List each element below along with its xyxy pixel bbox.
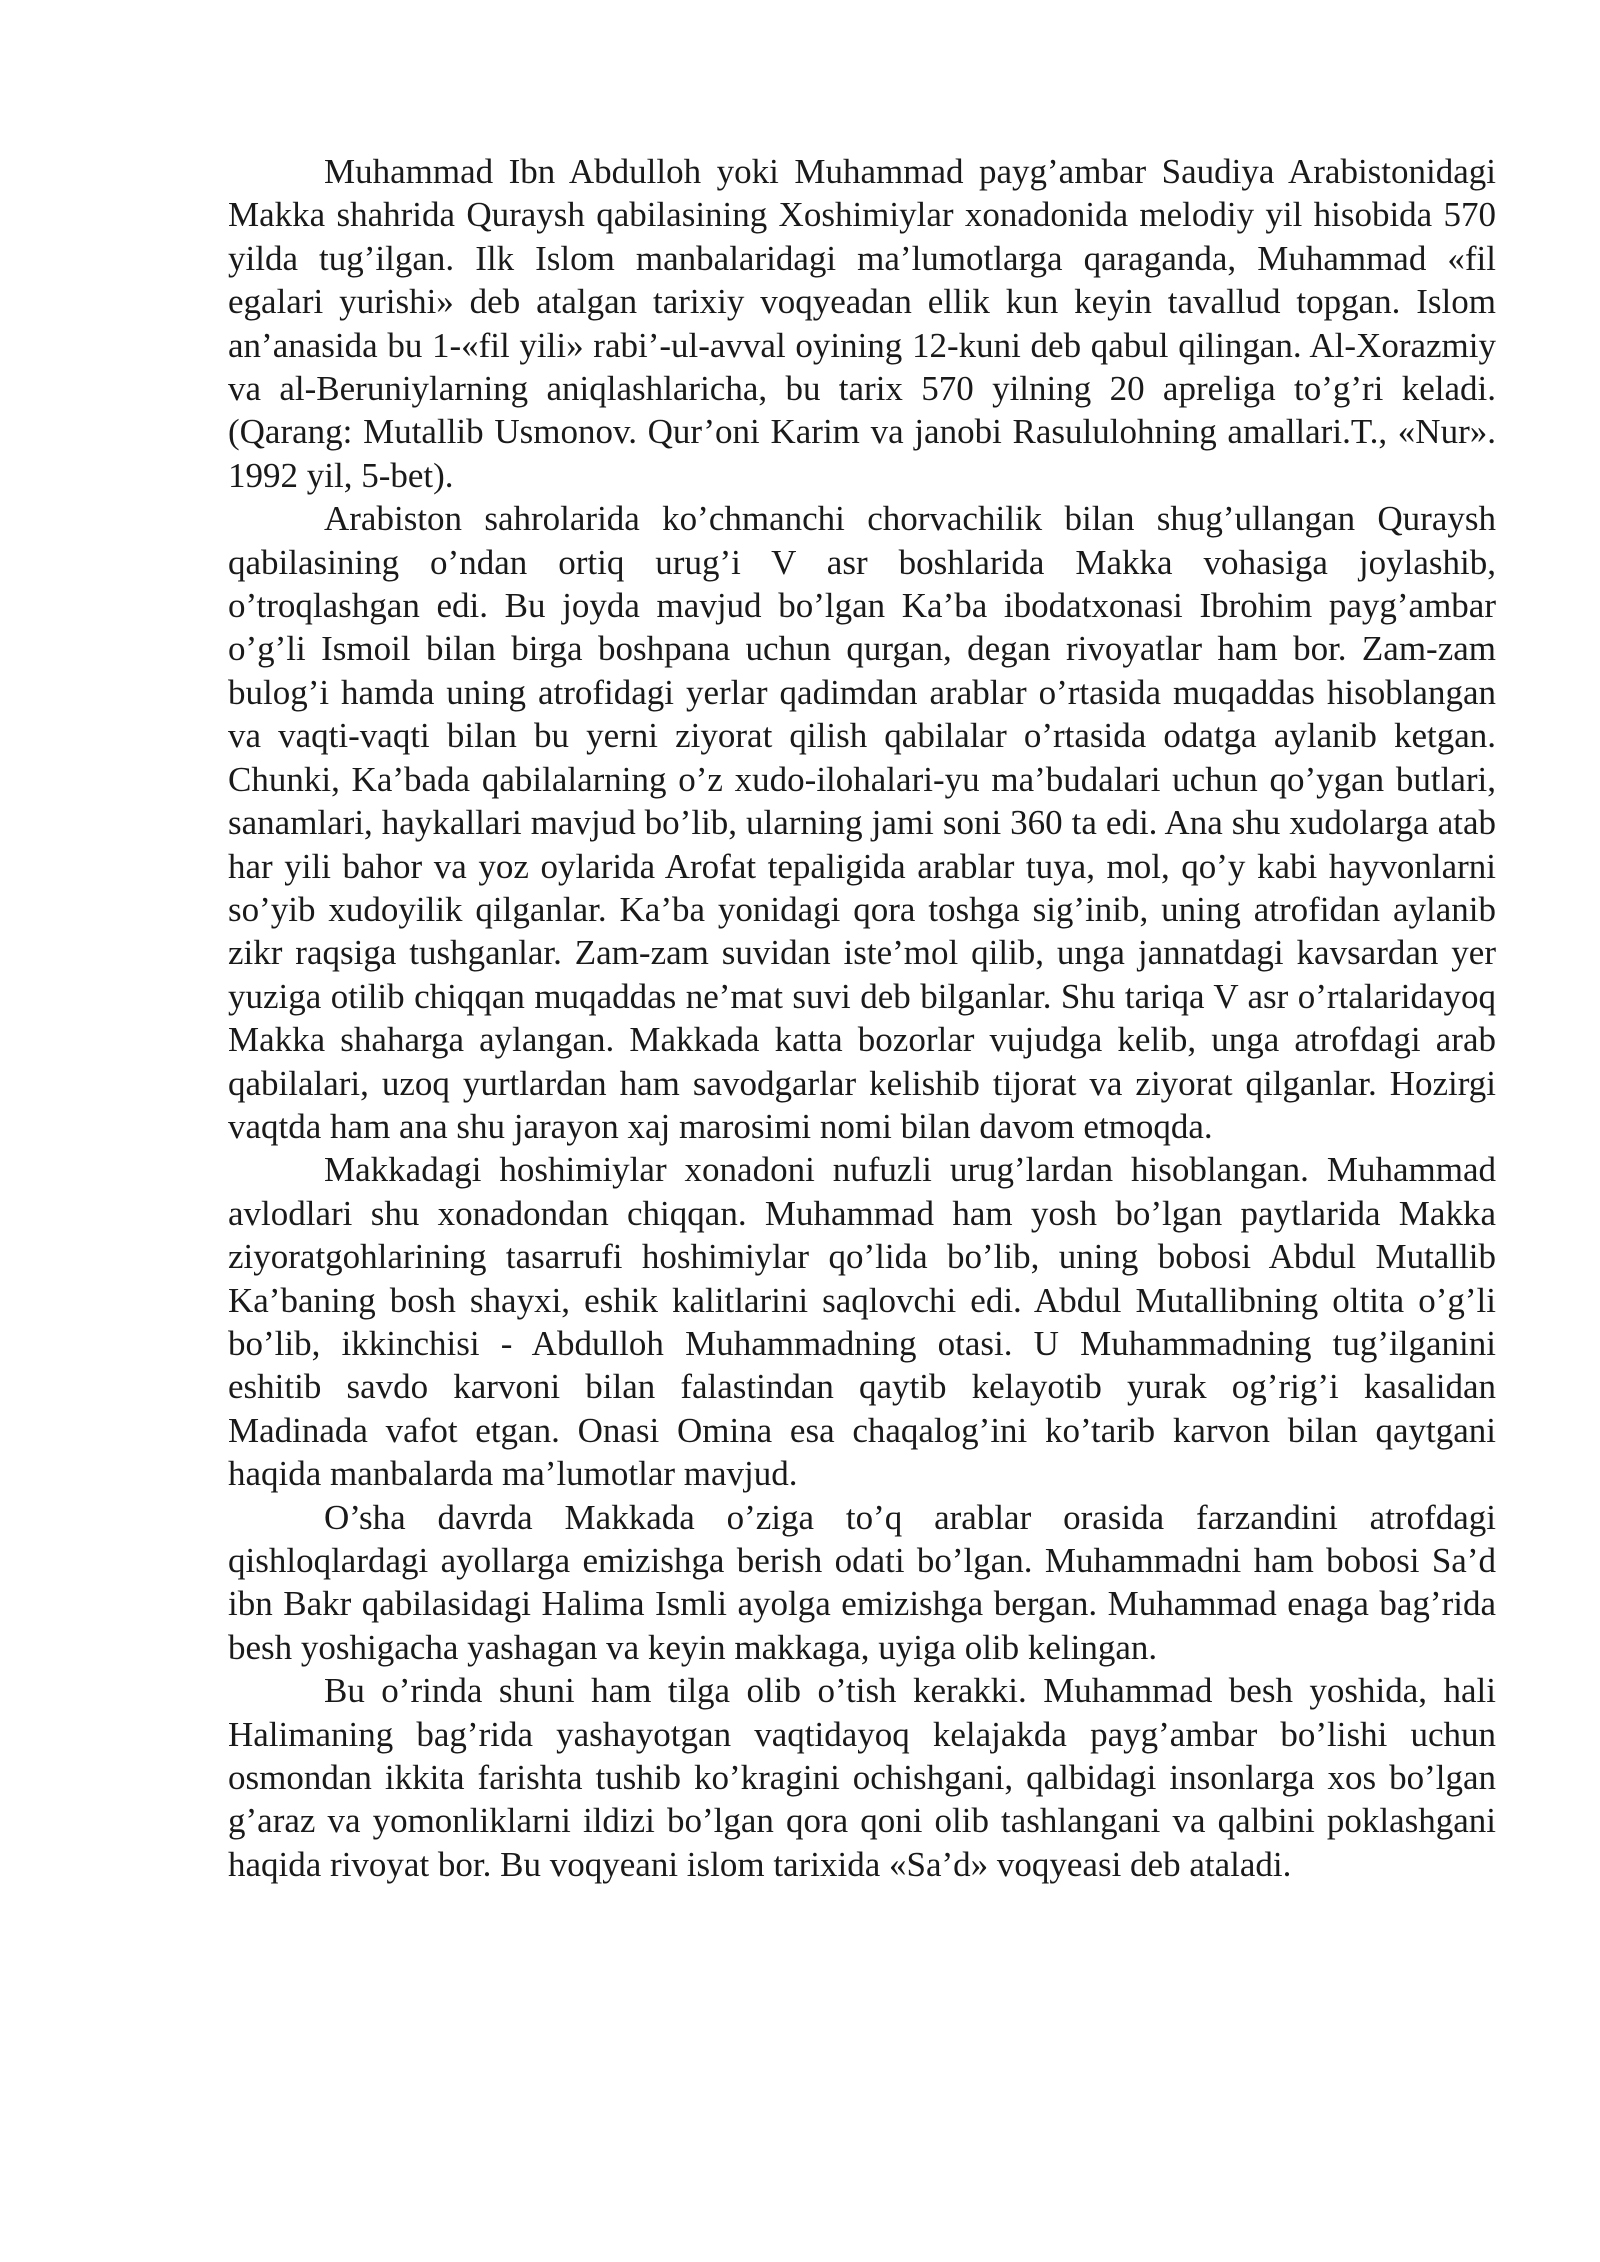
paragraph-sad-event: Bu o’rinda shuni ham tilga olib o’tish kerakki. Muhammad besh yoshida, hali Halimaning bag’rida yashayotgan vaqtidayoq kelajakda payg’ambar bo’lishi uchun osmondan ikkita farishta tushib ko’kragini ochishgani, qalbidagi insonlarga xos bo’lgan g’araz va yomonliklarni ildizi bo’lgan qora qoni olib tashlangani va qalbini poklashgani haqida rivoyat bor. Bu voqyeani islom tarixida «Sa’d» voqyeasi deb ataladi. <box>228 1671 1496 1884</box>
paragraph-birth: Muhammad Ibn Abdulloh yoki Muhammad payg’ambar Saudiya Arabistonidagi Makka shahrida Quraysh qabilasining Xoshimiylar xonadonida melodiy yil hisobida 570 yilda tug’ilgan. Ilk Islom manbalaridagi ma’lumotlarga qaraganda, Muhammad «fil egalari yurishi» deb atalgan tarixiy voqyeadan ellik kun keyin tavallud topgan. Islom an’anasida bu 1-«fil yili» rabi’-ul-avval oyining 12-kuni deb qabul qilingan. Al-Xorazmiy va al-Beruniylarning aniqlashlaricha, bu tarix 570 yilning 20 apreliga to’g’ri keladi.(Qarang: Mutallib Usmonov. Qur’oni Karim va janobi Rasululohning amallari.T., «Nur». 1992 yil, 5-bet). <box>228 152 1496 495</box>
document-page <box>228 150 1496 1886</box>
paragraph-makka-history: Arabiston sahrolarida ko’chmanchi chorvachilik bilan shug’ullangan Quraysh qabilasining o’ndan ortiq urug’i V asr boshlarida Makka vohasiga joylashib, o’troqlashgan edi. Bu joyda mavjud bo’lgan Ka’ba ibodatxonasi Ibrohim payg’ambar o’g’li Ismoil bilan birga boshpana uchun qurgan, degan rivoyatlar ham bor. Zam-zam bulog’i hamda uning atrofidagi yerlar qadimdan arablar o’rtasida muqaddas hisoblangan va vaqti-vaqti bilan bu yerni ziyorat qilish qabilalar o’rtasida odatga aylanib ketgan. Chunki, Ka’bada qabilalarning o’z xudo-ilohalari-yu ma’budalari uchun qo’ygan butlari, sanamlari, haykallari mavjud bo’lib, ularning jami soni 360 ta edi. Ana shu xudolarga atab har yili bahor va yoz oylarida Arofat tepaligida arablar tuya, mol, qo’y kabi hayvonlarni so’yib xudoyilik qilganlar. Ka’ba yonidagi qora toshga sig’inib, uning atrofidan aylanib zikr raqsiga tushganlar. Zam-zam suvidan iste’mol qilib, unga jannatdagi kavsardan yer yuziga otilib chiqqan muqaddas ne’mat suvi deb bilganlar. Shu tariqa V asr o’rtalaridayoq Makka shaharga aylangan. Makkada katta bozorlar vujudga kelib, unga atrofdagi arab qabilalari, uzoq yurtlardan ham savodgarlar kelishib tijorat va ziyorat qilganlar. Hozirgi vaqtda ham ana shu jarayon xaj marosimi nomi bilan davom etmoqda. <box>228 499 1496 1146</box>
paragraph-hoshimiylar: Makkadagi hoshimiylar xonadoni nufuzli urug’lardan hisoblangan. Muhammad avlodlari shu xonadondan chiqqan. Muhammad ham yosh bo’lgan paytlarida Makka ziyoratgohlarining tasarrufi hoshimiylar qo’lida bo’lib, uning bobosi Abdul Mutallib Ka’baning bosh shayxi, eshik kalitlarini saqlovchi edi. Abdul Mutallibning oltita o’g’li bo’lib, ikkinchisi - Abdulloh Muhammadning otasi. U Muhammadning tug’ilganini eshitib savdo karvoni bilan falastindan qaytib kelayotib yurak og’rig’i kasalidan Madinada vafot etgan. Onasi Omina esa chaqalog’ini ko’tarib karvon bilan qaytgani haqida manbalarda ma’lumotlar mavjud. <box>228 1150 1496 1494</box>
paragraph-nursing: O’sha davrda Makkada o’ziga to’q arablar orasida farzandini atrofdagi qishloqlardagi ayollarga emizishga berish odati bo’lgan. Muhammadni ham bobosi Sa’d ibn Bakr qabilasidagi Halima Ismli ayolga emizishga bergan. Muhammad enaga bag’rida besh yoshigacha yashagan va keyin makkaga, uyiga olib kelingan. <box>228 1497 1496 1667</box>
